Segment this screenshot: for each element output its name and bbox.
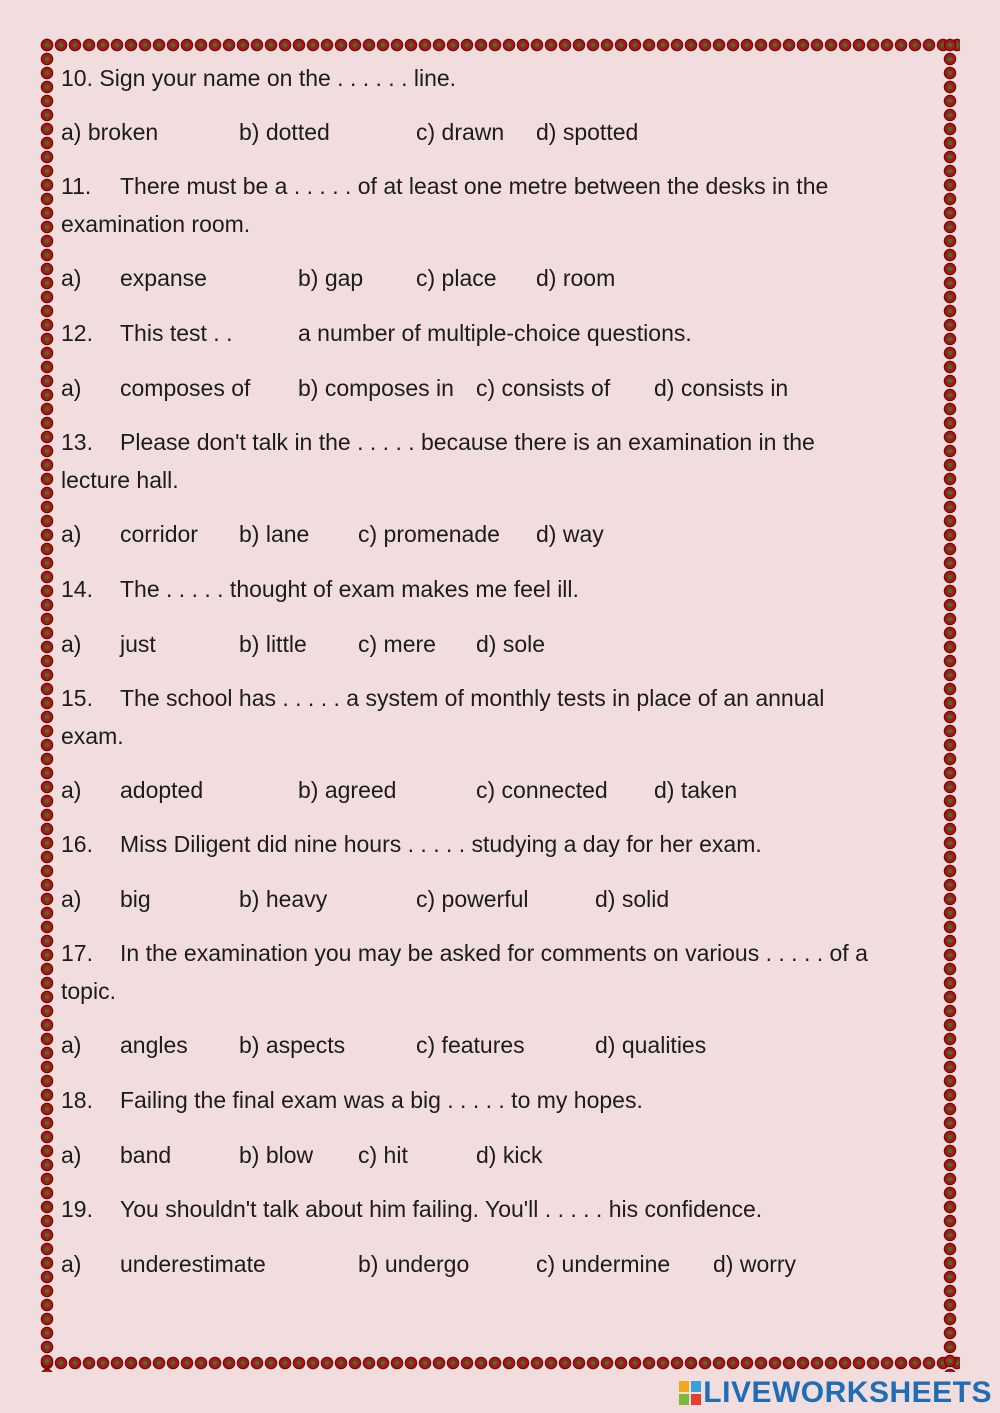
flower-border-bottom	[40, 1356, 960, 1372]
option-a-prefix: a)	[61, 521, 82, 547]
option-a-prefix: a)	[61, 265, 82, 291]
question-number: 14.	[61, 576, 93, 602]
option-d[interactable]: d) sole	[476, 631, 546, 657]
option-c[interactable]: c) connected	[476, 777, 608, 803]
option-d[interactable]: d) kick	[476, 1142, 543, 1168]
option-c[interactable]: c) consists of	[476, 375, 611, 401]
option-d[interactable]: d) solid	[595, 886, 670, 912]
option-b[interactable]: b) blow	[239, 1142, 314, 1168]
liveworksheets-logo-icon	[679, 1381, 701, 1405]
option-a[interactable]: underestimate	[120, 1251, 266, 1277]
option-b[interactable]: b) undergo	[358, 1251, 470, 1277]
option-a[interactable]: band	[120, 1142, 172, 1168]
flower-border-top	[40, 38, 960, 54]
option-b[interactable]: b) aspects	[239, 1032, 346, 1058]
option-c[interactable]: c) powerful	[416, 886, 529, 912]
option-a[interactable]: expanse	[120, 265, 207, 291]
option-b[interactable]: b) agreed	[298, 777, 397, 803]
option-a-prefix: a)	[61, 1142, 82, 1168]
option-b[interactable]: b) gap	[298, 265, 364, 291]
option-c[interactable]: c) features	[416, 1032, 525, 1058]
option-a-prefix: a)	[61, 886, 82, 912]
worksheet-page: 10. Sign your name on the . . . . . . line. a) broken b) dotted c) drawn d) spotted 11. There must be a . . . . . of at least one metre between the desks in the examination room. a) expanse b) gap c) place d) room 12. This test . . a number of multiple-choice questions. a) composes of b) composes in c) consists of d) consists in 13. Please don't talk in the . . . . . because there is an examination in the lecture hall. a) corridor b) lane c) promenade d) way 14. The . . . . . thought of exam makes me feel ill. a) just b) little c) mere d) sole 15. The school has . . . . . a system of monthly tests in place of an annual exam. a) adopted b) agreed c) connected d) taken 16. Miss Diligent did nine hours . . . . . studying a day for her exam. a) big b) heavy c) powerful d) solid 17. In the examination you may be asked for comments on various . . . . . of a topic. a) angles b) aspects c) features d) qualities 18. Failing the final exam was a big . . . . . to my hopes. a) band b) blow c) hit d) kick 19. You shouldn't talk about him failing. You'll . . . . . his confidence. a) underestimate b) undergo c) undermine d) worry LIVEWORKSHEETS	[0, 0, 1000, 1413]
option-a[interactable]: corridor	[120, 521, 198, 547]
option-d[interactable]: d) spotted	[536, 119, 639, 145]
question-number: 16.	[61, 831, 93, 857]
option-a[interactable]: angles	[120, 1032, 188, 1058]
option-d[interactable]: d) way	[536, 521, 604, 547]
question-number: 18.	[61, 1087, 93, 1113]
option-c[interactable]: c) undermine	[536, 1251, 671, 1277]
option-a-prefix: a)	[61, 375, 82, 401]
option-b[interactable]: b) composes in	[298, 375, 454, 401]
option-a[interactable]: a) broken	[61, 119, 159, 145]
liveworksheets-logo[interactable]	[679, 1376, 992, 1410]
option-c[interactable]: c) mere	[358, 631, 436, 657]
option-a-prefix: a)	[61, 1251, 82, 1277]
option-a-prefix: a)	[61, 777, 82, 803]
option-a[interactable]: big	[120, 886, 151, 912]
option-a-prefix: a)	[61, 631, 82, 657]
option-b[interactable]: b) heavy	[239, 886, 328, 912]
flower-border-left	[40, 38, 56, 1372]
question-number: 15.	[61, 685, 93, 711]
option-d[interactable]: d) qualities	[595, 1032, 707, 1058]
option-c[interactable]: c) place	[416, 265, 497, 291]
option-c[interactable]: c) promenade	[358, 521, 500, 547]
option-a-prefix: a)	[61, 1032, 82, 1058]
question-number: 17.	[61, 940, 93, 966]
flower-border-right	[943, 38, 959, 1372]
question-number: 11.	[61, 173, 92, 199]
question-number: 19.	[61, 1196, 93, 1222]
option-d[interactable]: d) consists in	[654, 375, 789, 401]
option-c[interactable]: c) hit	[358, 1142, 408, 1168]
option-d[interactable]: d) taken	[654, 777, 738, 803]
option-b[interactable]: b) little	[239, 631, 307, 657]
option-a[interactable]: composes of	[120, 375, 251, 401]
option-a[interactable]: adopted	[120, 777, 204, 803]
brand-name: LIVEWORKSHEETS	[703, 1376, 992, 1409]
option-a[interactable]: just	[120, 631, 156, 657]
option-b[interactable]: b) dotted	[239, 119, 330, 145]
option-d[interactable]: d) worry	[713, 1251, 797, 1277]
question-number: 13.	[61, 429, 93, 455]
option-b[interactable]: b) lane	[239, 521, 310, 547]
option-c[interactable]: c) drawn	[416, 119, 505, 145]
option-d[interactable]: d) room	[536, 265, 616, 291]
question-number: 12.	[61, 320, 93, 346]
